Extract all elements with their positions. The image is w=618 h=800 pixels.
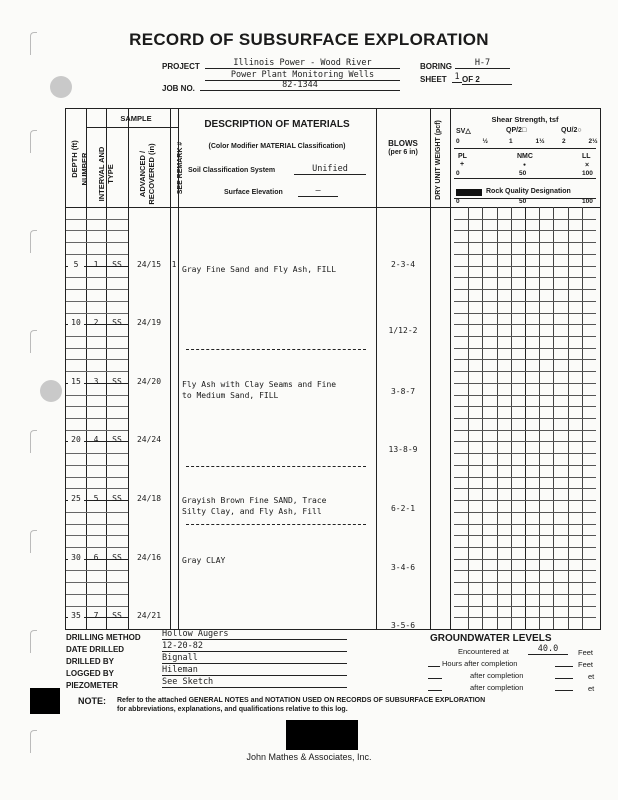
layer-boundary	[186, 524, 366, 525]
gw-encountered-value: 40.0	[528, 644, 568, 655]
depth-tick	[106, 477, 128, 478]
chart-grid-hline	[454, 547, 596, 548]
depth-tick	[106, 230, 128, 231]
depth-tick	[86, 406, 106, 407]
gw-blank	[555, 690, 573, 691]
rqd-legend: Rock Quality Designation	[486, 188, 571, 195]
depth-tick	[86, 313, 106, 314]
sample-blows: 1/12-2	[388, 326, 418, 336]
drilled-by-label: DRILLED BY	[66, 657, 114, 666]
chart-grid-hline	[454, 254, 596, 255]
sample-number: 3	[93, 376, 99, 386]
depth-tick	[86, 465, 106, 466]
gw-blank	[428, 666, 440, 667]
depth-tick	[106, 453, 128, 454]
sample-header-divider	[86, 127, 178, 128]
depth-tick	[86, 430, 106, 431]
depth-tick	[66, 301, 86, 302]
chart-grid-hline	[454, 418, 596, 419]
gw-after-label-1: after completion	[470, 671, 524, 680]
depth-tick	[66, 254, 86, 255]
sv-legend: SV△	[456, 128, 471, 135]
chart-grid-hline	[454, 430, 596, 431]
chart-grid-hline	[454, 383, 596, 384]
sample-type: SS	[112, 611, 122, 621]
depth-tick	[106, 301, 128, 302]
gw-et-label-2: et	[588, 684, 595, 693]
depth-tick	[106, 430, 128, 431]
depth-tick	[86, 535, 106, 536]
chart-grid-hline	[454, 594, 596, 595]
chart-grid-hline	[454, 313, 596, 314]
rqd-tick-50: 50	[519, 198, 527, 205]
depth-tick	[66, 219, 86, 220]
depth-tick	[86, 219, 106, 220]
chart-grid-hline	[454, 324, 596, 325]
chart-grid-hline	[454, 230, 596, 231]
depth-tick	[106, 547, 128, 548]
depth-tick	[86, 524, 106, 525]
depth-tick	[86, 418, 106, 419]
depth-tick	[66, 230, 86, 231]
depth-tick	[66, 242, 86, 243]
binder-mark	[30, 430, 37, 453]
depth-tick	[66, 418, 86, 419]
sample-blows: 3-5-6	[390, 621, 416, 631]
redaction-block	[286, 720, 358, 750]
depth-tick	[66, 406, 86, 407]
advanced-header: ADVANCED / RECOVERED (in)	[138, 143, 156, 205]
depth-tick	[86, 242, 106, 243]
shear-strength-title: Shear Strength, tsf	[491, 115, 559, 124]
nmc-symbol: ●	[523, 162, 527, 168]
date-drilled-label: DATE DRILLED	[66, 645, 125, 654]
interval-header: INTERVAL AND TYPE	[97, 146, 115, 202]
depth-label: 35	[68, 611, 84, 620]
depth-tick	[66, 395, 86, 396]
note-text: Refer to the attached GENERAL NOTES and NOTATION USED ON RECORDS OF SUBSURFACE EXPLORATION	[117, 697, 486, 704]
sample-advanced-recovered: 24/21	[136, 611, 162, 621]
col-divider	[128, 109, 129, 629]
sample-blows: 6-2-1	[390, 504, 416, 514]
nmc-legend: NMC	[517, 153, 533, 160]
description-layer-3: Grayish Brown Fine SAND, Trace Silty Clay, and Fly Ash, Fill	[182, 496, 327, 516]
sample-type: SS	[112, 318, 122, 328]
drilling-method-value: Hollow Augers	[162, 629, 347, 640]
depth-tick	[106, 535, 128, 536]
sample-number: 5	[93, 494, 99, 504]
depth-tick	[106, 348, 128, 349]
chart-grid-hline	[454, 441, 596, 442]
description-layer-4: Gray CLAY	[182, 556, 226, 565]
depth-tick	[66, 488, 86, 489]
shear-tick-label: 2	[562, 138, 566, 145]
sample-advanced-recovered: 24/19	[136, 318, 162, 328]
soil-system-value: Unified	[294, 164, 366, 175]
shear-scale-line	[454, 148, 596, 149]
page-title: RECORD OF SUBSURFACE EXPLORATION	[129, 30, 489, 49]
chart-grid-hline	[454, 406, 596, 407]
depth-tick	[106, 406, 128, 407]
depth-tick	[106, 512, 128, 513]
sample-type: SS	[112, 552, 122, 562]
depth-tick	[86, 301, 106, 302]
depth-tick	[106, 313, 128, 314]
depth-tick	[66, 453, 86, 454]
depth-tick	[86, 606, 106, 607]
depth-tick	[106, 219, 128, 220]
depth-tick	[66, 477, 86, 478]
pl-legend: PL	[458, 153, 467, 160]
depth-tick	[106, 524, 128, 525]
depth-tick	[86, 371, 106, 372]
depth-tick	[106, 606, 128, 607]
boring-value: H-7	[455, 58, 510, 69]
sample-advanced-recovered: 24/18	[136, 494, 162, 504]
gw-et-label: et	[588, 672, 595, 681]
boring-label: BORING	[420, 62, 452, 71]
binder-mark	[30, 130, 37, 153]
depth-tick	[66, 336, 86, 337]
chart-grid-hline	[454, 348, 596, 349]
depth-tick	[66, 524, 86, 525]
description-subheader: (Color Modifier MATERIAL Classification)	[208, 143, 346, 150]
nmc-tick-50: 50	[519, 170, 527, 177]
blows-header: BLOWS	[388, 139, 418, 148]
surface-elevation-value: —	[298, 186, 338, 197]
depth-tick	[86, 395, 106, 396]
remark-header: SEE REMARK #	[177, 141, 184, 195]
depth-tick	[66, 547, 86, 548]
depth-tick	[66, 430, 86, 431]
drilled-by-value: Bignall	[162, 653, 347, 664]
sample-number: 2	[93, 318, 99, 328]
sample-advanced-recovered: 24/15	[136, 259, 162, 269]
blows-subheader: (per 6 in)	[388, 149, 418, 156]
chart-grid-hline	[454, 582, 596, 583]
depth-tick	[86, 488, 106, 489]
gw-blank	[428, 690, 442, 691]
sample-type: SS	[112, 435, 122, 445]
depth-tick	[86, 277, 106, 278]
depth-tick	[86, 348, 106, 349]
qu-legend: QU/2○	[561, 127, 582, 134]
sample-number: 6	[93, 552, 99, 562]
depth-tick	[86, 582, 106, 583]
nmc-tick-0: 0	[456, 170, 460, 177]
project-value-line1: Illinois Power - Wood River	[205, 58, 400, 69]
piezometer-value: See Sketch	[162, 677, 347, 688]
shear-tick-label: 1	[509, 138, 513, 145]
depth-tick	[106, 488, 128, 489]
depth-tick	[106, 336, 128, 337]
sample-type: SS	[112, 494, 122, 504]
punch-hole	[50, 76, 72, 98]
groundwater-title: GROUNDWATER LEVELS	[430, 633, 552, 644]
sample-blows: 3-8-7	[390, 386, 416, 396]
chart-grid-hline	[454, 559, 596, 560]
depth-tick	[106, 371, 128, 372]
depth-tick	[66, 594, 86, 595]
layer-boundary	[186, 466, 366, 467]
chart-grid-hline	[454, 617, 596, 618]
depth-tick	[66, 535, 86, 536]
piezometer-label: PIEZOMETER	[66, 681, 119, 690]
strength-chart-grid	[454, 207, 596, 629]
gw-hours-label: Hours after completion	[442, 659, 518, 668]
col-divider	[450, 109, 451, 629]
chart-grid-hline	[454, 289, 596, 290]
ll-symbol: ×	[585, 162, 590, 169]
depth-tick	[106, 418, 128, 419]
depth-tick	[106, 395, 128, 396]
depth-tick	[106, 277, 128, 278]
sheet-label: SHEET	[420, 75, 447, 84]
chart-grid-hline	[454, 219, 596, 220]
chart-grid-hline	[454, 524, 596, 525]
depth-tick	[106, 594, 128, 595]
gw-blank	[555, 666, 573, 667]
depth-tick	[86, 359, 106, 360]
chart-grid-hline	[454, 535, 596, 536]
chart-grid-hline	[454, 570, 596, 571]
description-layer-1: Gray Fine Sand and Fly Ash, FILL	[182, 265, 337, 274]
surface-elevation-label: Surface Elevation	[224, 189, 283, 196]
depth-tick	[66, 348, 86, 349]
date-drilled-value: 12-20-82	[162, 641, 347, 652]
depth-tick	[66, 313, 86, 314]
depth-label: 10	[68, 318, 84, 327]
chart-grid-hline	[454, 266, 596, 267]
depth-tick	[86, 594, 106, 595]
sample-advanced-recovered: 24/20	[136, 376, 162, 386]
gw-feet-label-2: Feet	[578, 660, 594, 669]
depth-tick	[106, 254, 128, 255]
log-table	[65, 108, 601, 630]
depth-label: 15	[68, 377, 84, 386]
depth-label: 30	[68, 553, 84, 562]
company-name: John Mathes & Associates, Inc.	[246, 752, 372, 762]
sample-blows: 2-3-4	[390, 259, 416, 269]
depth-tick	[66, 359, 86, 360]
depth-tick	[66, 582, 86, 583]
chart-grid-hline	[454, 488, 596, 489]
chart-grid-hline	[454, 359, 596, 360]
depth-tick	[86, 336, 106, 337]
sample-blows: 3-4-6	[390, 562, 416, 572]
redaction-block	[30, 688, 60, 714]
layer-boundary	[186, 349, 366, 350]
binder-mark	[30, 730, 37, 753]
sample-number: 1	[93, 259, 99, 269]
chart-grid-hline	[454, 277, 596, 278]
dry-unit-weight-header: DRY UNIT WEIGHT (pcf)	[435, 120, 442, 200]
rqd-tick-100: 100	[582, 198, 593, 205]
sample-type: SS	[112, 376, 122, 386]
binder-mark	[30, 630, 37, 653]
sample-advanced-recovered: 24/16	[136, 552, 162, 562]
ll-legend: LL	[582, 153, 591, 160]
depth-tick	[66, 606, 86, 607]
binder-mark	[30, 230, 37, 253]
depth-header: DEPTH (ft)	[70, 140, 79, 178]
sheet-of: OF 2	[462, 75, 512, 85]
soil-system-label: Soil Classification System	[188, 167, 276, 174]
job-value: 82-1344	[200, 80, 400, 91]
logged-by-value: Hileman	[162, 665, 347, 676]
depth-tick	[66, 465, 86, 466]
sample-blows: 13-8-9	[388, 445, 418, 455]
depth-tick	[106, 242, 128, 243]
nmc-scale-line	[454, 178, 596, 179]
chart-grid-hline	[454, 606, 596, 607]
depth-tick	[86, 289, 106, 290]
shear-tick-label: ½	[482, 138, 488, 145]
project-value-line2: Power Plant Monitoring Wells	[205, 70, 400, 81]
logged-by-label: LOGGED BY	[66, 669, 115, 678]
depth-tick	[106, 465, 128, 466]
gw-blank	[428, 678, 442, 679]
depth-tick	[86, 254, 106, 255]
depth-tick	[106, 582, 128, 583]
depth-tick	[106, 359, 128, 360]
depth-tick	[106, 289, 128, 290]
sample-advanced-recovered: 24/24	[136, 435, 162, 445]
sample-remark: 1	[171, 259, 177, 269]
depth-tick	[66, 570, 86, 571]
sheet-value: 1	[452, 72, 462, 83]
col-divider	[430, 109, 431, 629]
depth-tick	[86, 570, 106, 571]
gw-feet-label: Feet	[578, 648, 594, 657]
gw-encountered-label: Encountered at	[458, 647, 509, 656]
sample-number: 7	[93, 611, 99, 621]
sample-number: 4	[93, 435, 99, 445]
project-label: PROJECT	[162, 62, 200, 71]
shear-tick-label: 2½	[588, 138, 598, 145]
chart-grid-hline	[454, 301, 596, 302]
gw-after-label-2: after completion	[470, 683, 524, 692]
chart-grid-hline	[454, 371, 596, 372]
chart-grid-hline	[454, 477, 596, 478]
shear-tick-label: 0	[456, 138, 460, 145]
depth-tick	[66, 371, 86, 372]
depth-label: 5	[68, 260, 84, 269]
depth-tick	[66, 277, 86, 278]
pl-symbol: +	[460, 161, 465, 168]
depth-tick	[66, 512, 86, 513]
chart-grid-hline	[454, 336, 596, 337]
chart-grid-hline	[454, 395, 596, 396]
job-label: JOB NO.	[162, 84, 195, 93]
depth-tick	[86, 512, 106, 513]
description-header: DESCRIPTION OF MATERIALS	[204, 119, 350, 130]
depth-tick	[106, 570, 128, 571]
rqd-tick-0: 0	[456, 198, 460, 205]
col-divider	[170, 109, 171, 629]
chart-grid-hline	[454, 500, 596, 501]
depth-tick	[86, 453, 106, 454]
nmc-tick-100: 100	[582, 170, 593, 177]
chart-grid-hline	[454, 465, 596, 466]
binder-mark	[30, 330, 37, 353]
depth-tick	[86, 230, 106, 231]
chart-grid-hline	[454, 512, 596, 513]
rqd-swatch	[456, 189, 482, 196]
punch-hole	[40, 380, 62, 402]
binder-mark	[30, 530, 37, 553]
chart-grid-hline	[454, 242, 596, 243]
shear-tick-label: 1½	[535, 138, 545, 145]
depth-tick	[86, 477, 106, 478]
chart-grid-hline	[454, 453, 596, 454]
number-header: NUMBER	[80, 152, 89, 186]
note-label: NOTE:	[78, 696, 106, 706]
col-divider	[376, 109, 377, 629]
depth-tick	[66, 289, 86, 290]
sample-header: SAMPLE	[120, 114, 152, 123]
gw-blank	[555, 678, 573, 679]
qp-legend: QP/2□	[506, 127, 527, 134]
note-text-2: for abbreviations, explanations, and qualifications relative to this log.	[117, 706, 348, 713]
depth-tick	[86, 547, 106, 548]
description-layer-2: Fly Ash with Clay Seams and Fine to Medium Sand, FILL	[182, 380, 337, 400]
sample-type: SS	[112, 259, 122, 269]
depth-label: 25	[68, 494, 84, 503]
depth-label: 20	[68, 435, 84, 444]
drilling-method-label: DRILLING METHOD	[66, 633, 141, 642]
